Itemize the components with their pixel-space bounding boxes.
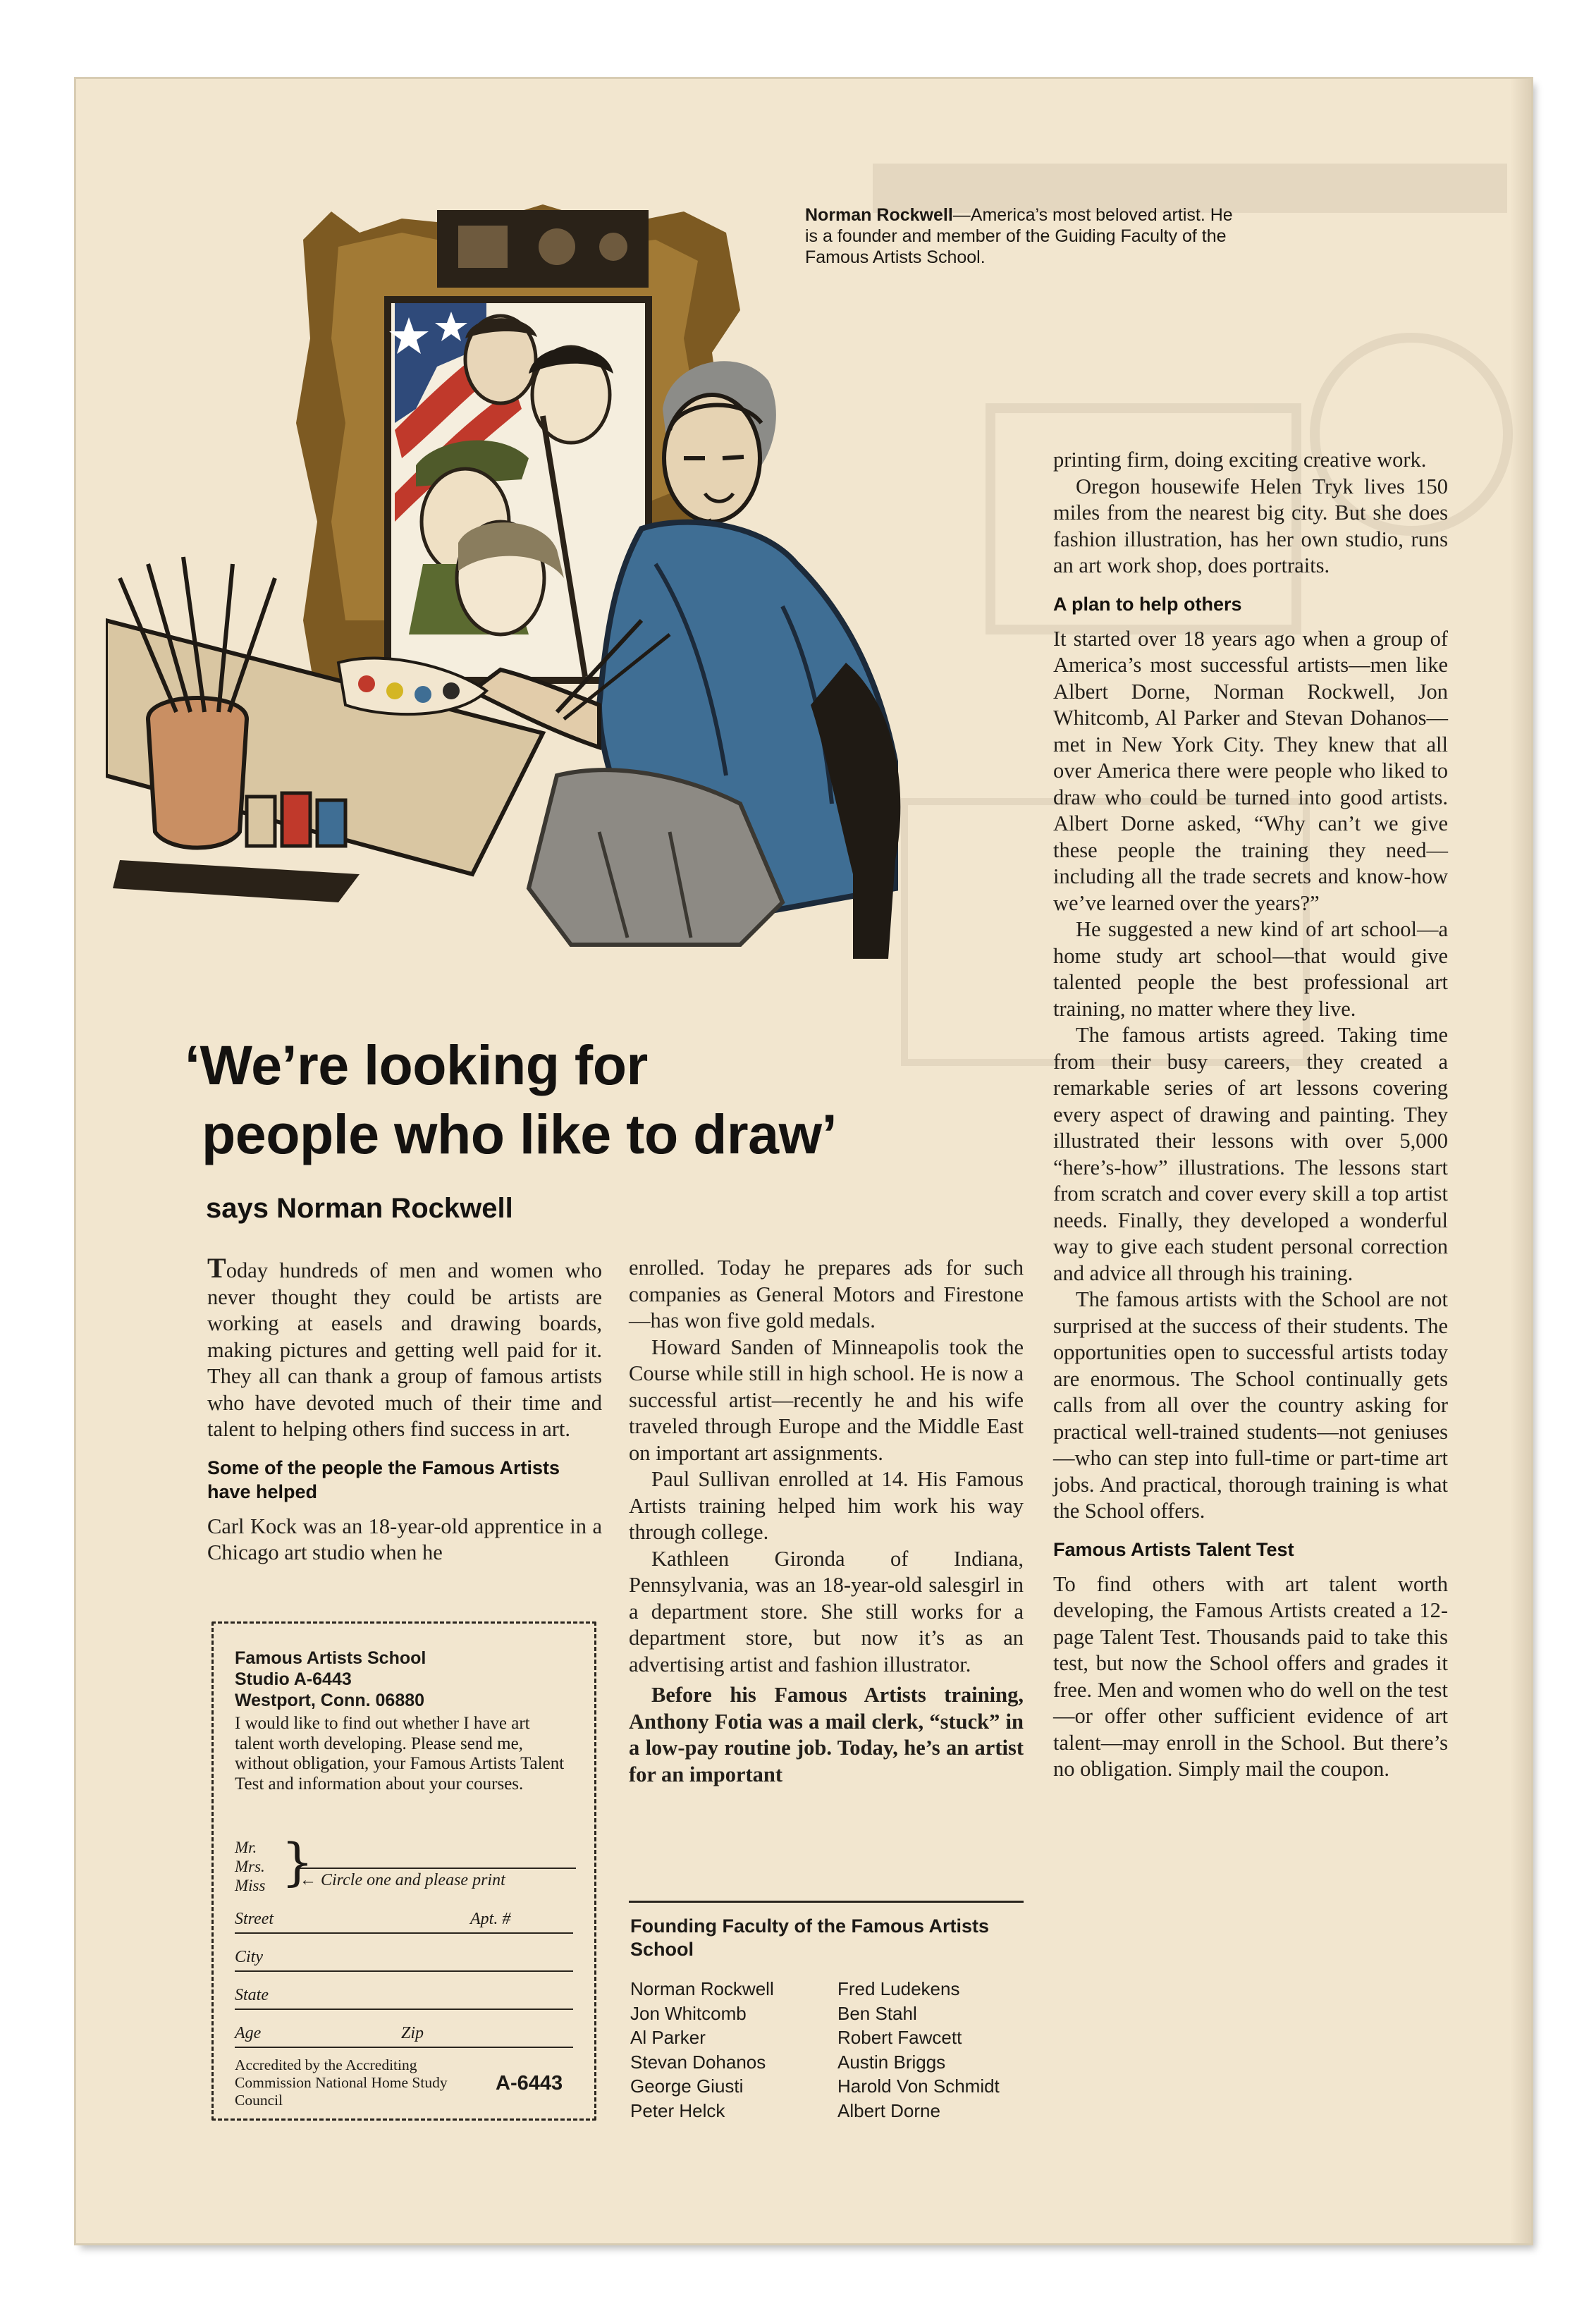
- brace-glyph: }: [281, 1832, 314, 1891]
- coupon-body: I would like to find out whether I have art talent worth developing. Please send me, without obligation, your Famous Artists Talent Test and information about your courses.: [235, 1714, 565, 1793]
- faculty-name: Fred Ludekens: [837, 1978, 960, 1999]
- faculty-name: Austin Briggs: [837, 2051, 946, 2073]
- street-label: Street: [235, 1910, 276, 1928]
- faculty-name: Robert Fawcett: [837, 2027, 962, 2048]
- text-column-2: [629, 1255, 1024, 1788]
- title-mr[interactable]: Mr.: [235, 1839, 257, 1856]
- title-mrs[interactable]: Mrs.: [235, 1858, 265, 1875]
- paragraph-howard-sanden: Howard Sanden of Minneapolis took the Course while still in high school. He is now a successful artist—recently he and his wife traveled through Europe and the Middle East on important art assignments.: [629, 1335, 1024, 1465]
- paragraph-home-study: He suggested a new kind of art school—a home study art school—that would give talented people the best professional art training, no matter where they live.: [1053, 917, 1448, 1021]
- text-column-1: [207, 1252, 602, 1566]
- faculty-name: Al Parker: [630, 2027, 706, 2048]
- intro-paragraph: [207, 1252, 602, 1443]
- caption-name: Norman Rockwell: [805, 205, 953, 225]
- city-field[interactable]: [235, 1946, 573, 1972]
- faculty-name: Harold Von Schmidt: [837, 2075, 1000, 2097]
- paragraph-opportunities: The famous artists with the School are not surprised at the success of their students. The opportunities open to successful artists today are enormous. The School continually gets calls from all over the country asking for practical well-trained students—not geniuses—who can step into full-time or part-time art jobs. And practical, thorough training is what the School offers.: [1053, 1287, 1448, 1523]
- subhead: says Norman Rockwell: [206, 1193, 513, 1224]
- coupon-title-options[interactable]: [235, 1838, 284, 1895]
- accreditation-note: Accredited by the Accrediting Commission National Home Study Council: [235, 2056, 448, 2109]
- age-field[interactable]: [235, 2023, 573, 2048]
- faculty-name: Jon Whitcomb: [630, 2002, 747, 2024]
- street-field[interactable]: [235, 1908, 573, 1934]
- paragraph-fotia-cont: printing firm, doing exciting creative work.: [1053, 448, 1427, 472]
- paragraph-kathleen-gironda: Kathleen Gironda of Indiana, Pennsylvania, was an 18-year-old salesgirl in a department store. She still works for a department store, but now it’s as an advertising artist and fashion illustrator.: [629, 1546, 1024, 1676]
- mail-in-coupon[interactable]: [211, 1621, 596, 2121]
- faculty-name: Stevan Dohanos: [630, 2051, 766, 2073]
- headline: [185, 1031, 1031, 1169]
- intro-text: oday hundreds of men and women who never thought they could be artists are working at easels and drawing boards, making pictures and getting well paid for it. They all can thank a group of famous artists who have devoted much of their time and talent to helping others find success in art.: [207, 1258, 602, 1441]
- faculty-name: Norman Rockwell: [630, 1978, 774, 1999]
- age-label: Age: [235, 2024, 264, 2042]
- name-field-line[interactable]: [300, 1868, 576, 1869]
- city-label: City: [235, 1948, 266, 1966]
- headline-line-1: ‘We’re looking for: [185, 1034, 648, 1096]
- coupon-code: A-6443: [496, 2072, 563, 2095]
- faculty-name: Ben Stahl: [837, 2002, 917, 2024]
- faculty-name: George Giusti: [630, 2075, 744, 2097]
- paragraph-talent-test: To find others with art talent worth developing, the Famous Artists created a 12-page Talent Test. Thousands paid to take this test, but now the School offers and grades it free. Men and women who do well on the test—or offer other sufficient evidence of art talent—may enroll in the School. But there’s no obligation. Simply mail the coupon.: [1053, 1571, 1448, 1781]
- paragraph-carl-kock-cont: enrolled. Today he prepares ads for such companies as General Motors and Firestone—has won five gold medals.: [629, 1256, 1024, 1332]
- title-miss[interactable]: Miss: [235, 1877, 266, 1894]
- state-field[interactable]: [235, 1985, 573, 2010]
- faculty-list-right: [837, 1977, 1042, 2123]
- caption-text: —America’s most beloved artist. He is a founder and member of the Guiding Faculty of the Famous Artists School.: [805, 205, 1233, 267]
- text-column-3: [1053, 447, 1448, 1783]
- drop-cap: T: [207, 1252, 226, 1284]
- apt-label: Apt. #: [467, 1908, 513, 1930]
- coupon-address-line-2: Studio A-6443: [235, 1669, 352, 1689]
- section-heading-helped: Some of the people the Famous Artists have helped: [207, 1457, 560, 1502]
- paragraph-lessons: The famous artists agreed. Taking time from their busy careers, they created a remarkable series of art lessons covering every aspect of drawing and painting. They illustrated their lessons with over 5,000 “here’s-how” illustrations. The lessons start from scratch and cover every skill a top artist needs. Finally, they developed a wonderful way to give each student personal correction and advice all through his training.: [1053, 1023, 1448, 1285]
- circle-one-note: ← Circle one and please print: [300, 1871, 505, 1889]
- faculty-name: Albert Dorne: [837, 2099, 940, 2121]
- faculty-list-left: [630, 1977, 835, 2123]
- coupon-address-line-3: Westport, Conn. 06880: [235, 1691, 425, 1710]
- faculty-heading: Founding Faculty of the Famous Artists School: [630, 1915, 990, 1960]
- section-heading-talent-test: Famous Artists Talent Test: [1053, 1538, 1294, 1560]
- coupon-address: [235, 1648, 573, 1711]
- faculty-divider: [629, 1901, 1024, 1903]
- zip-label: Zip: [398, 2023, 426, 2044]
- paragraph-helen-tryk: Oregon housewife Helen Tryk lives 150 miles from the nearest big city. But she does fashion illustration, has her own studio, runs an art work shop, does portraits.: [1053, 474, 1448, 577]
- coupon-address-line-1: Famous Artists School: [235, 1648, 426, 1668]
- paragraph-history: It started over 18 years ago when a group of America’s most successful artists—men like Albert Dorne, Norman Rockwell, Jon Whitcomb, Al Parker and Stevan Dohanos—met in New York City. They knew that all over America there were people who liked to draw who could be turned into good artists. Albert Dorne asked, “Why can’t we give these people the training they need—including all the trade secrets and know-how we’ve learned over the years?”: [1053, 626, 1448, 915]
- illustration-caption: [805, 204, 1242, 268]
- state-label: State: [235, 1986, 271, 2004]
- section-heading-plan: A plan to help others: [1053, 593, 1242, 615]
- paragraph-anthony-fotia: Before his Famous Artists training, Anthony Fotia was a mail clerk, “stuck” in a low-pay routine job. Today, he’s an artist for an important: [629, 1683, 1024, 1786]
- headline-line-2: people who like to draw’: [202, 1103, 837, 1165]
- faculty-name: Peter Helck: [630, 2099, 725, 2121]
- paragraph-carl-kock: Carl Kock was an 18-year-old apprentice in a Chicago art studio when he: [207, 1514, 602, 1564]
- paragraph-paul-sullivan: Paul Sullivan enrolled at 14. His Famous Artists training helped him work his way through college.: [629, 1467, 1024, 1544]
